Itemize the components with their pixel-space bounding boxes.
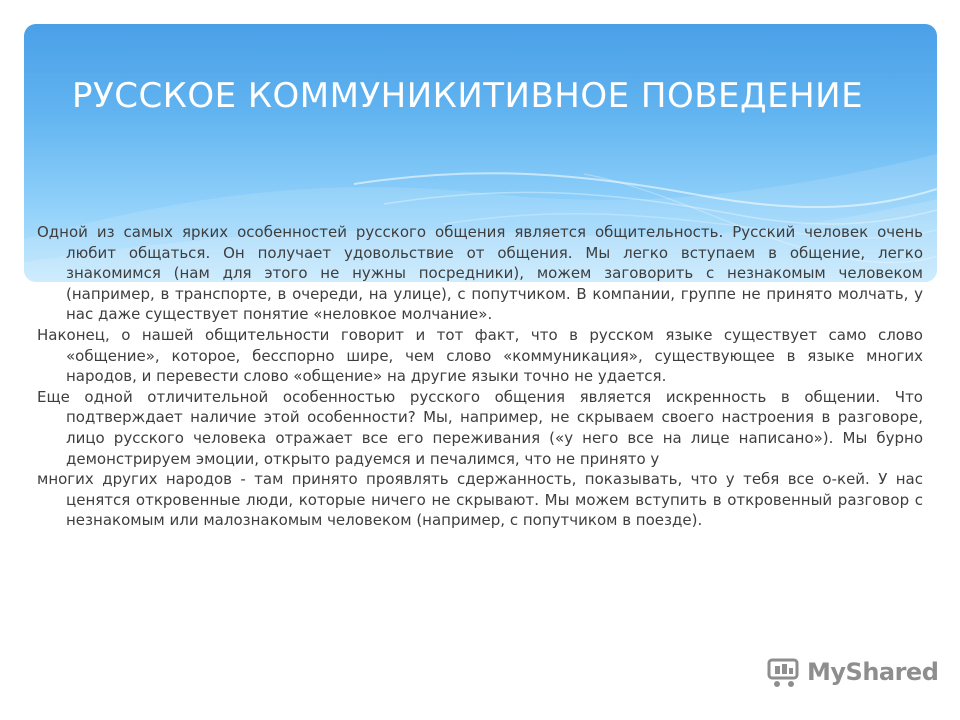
watermark [767,656,938,688]
slide-body [37,222,923,531]
paragraph-sociability: Одной из самых ярких особенностей русского общения является общительность. Русский человек очень любит общаться. Он получает удовольствие от общения. Мы легко вступаем в общение, легко знакомимся (нам для этого не нужны посредники), можем заговорить с незнакомым человеком (например, в транспорте, в очереди, на улице), с попутчиком. В компании, группе не принято молчать, у нас даже существует понятие «неловкое молчание». [37,223,923,324]
paragraph-sincerity: Еще одной отличительной особенностью русского общения является искренность в общении. Что подтверждает наличие этой особенности? Мы, например, не скрываем своего настроения в разговоре, лицо русского человека отражает все его переживания («у него все на лице написано»). Мы бурно демонстрируем эмоции, открыто радуемся и печалимся, что не принято у [37,387,923,468]
paragraph-other-peoples: многих других народов - там принято проявлять сдержанность, показывать, что у тебя все о-кей. У нас ценятся откровенные люди, которые ничего не скрывают. Мы можем вступить в откровенный разговор с незнакомым или малознакомым человеком (например, с попутчиком в поезде). [37,470,923,530]
watermark-text: MyShared [807,658,939,686]
cart-logo-icon [767,656,803,688]
slide-title: РУССКОЕ КОММУНИКИТИВНОЕ ПОВЕДЕНИЕ [72,76,864,116]
paragraph-word-obshchenie: Наконец, о нашей общительности говорит и тот факт, что в русском языке существует само слово «общение», которое, бесспорно шире, чем слово «коммуникация», существующее в языке многих народов, и перевести слово «общение» на другие языки точно не удается. [37,325,923,386]
